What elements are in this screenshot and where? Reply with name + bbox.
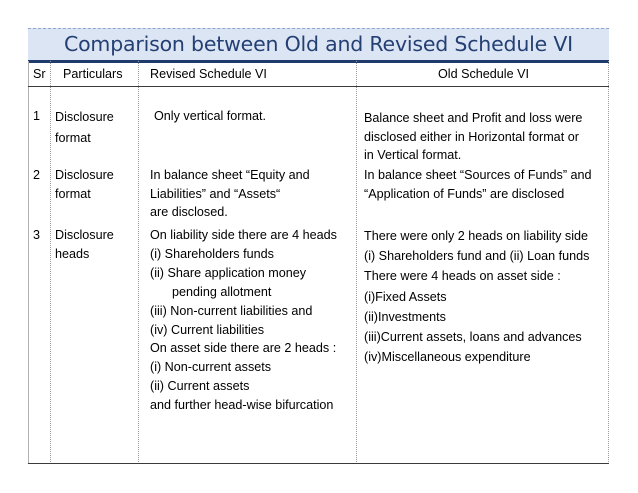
header-sr: Sr [33,67,46,81]
comparison-table [28,61,609,464]
row-3-revised-line: On liability side there are 4 heads [150,228,337,242]
row-1-particulars [55,107,114,149]
row-3-revised-line: pending allotment [172,284,272,299]
row-2-old-line: In balance sheet “Sources of Funds” and [364,168,592,182]
row-3-old [364,226,589,367]
row-2-particulars-line: Disclosure [55,168,114,182]
table-border-left [28,61,29,464]
row-1-sr: 1 [33,109,41,123]
row-3-revised-line: (ii) Current assets [150,379,250,394]
row-3-old-line: (ii)Investments [364,309,446,324]
row-1-old-line: disclosed either in Horizontal format or [364,129,579,144]
row-3-particulars-line: Disclosure [55,228,114,242]
row-3-particulars-line: heads [55,246,90,261]
row-2-old-line: “Application of Funds” are disclosed [364,186,565,201]
row-2-particulars-line: format [55,186,91,201]
column-divider-sr [50,61,51,464]
row-3-revised-line: (iii) Non-current liabilities and [150,303,313,318]
row-2-sr: 2 [33,168,41,182]
row-1-old [364,109,582,165]
row-3-old-line: There were 4 heads on asset side : [364,269,561,284]
row-3-revised-line: (iv) Current liabilities [150,322,265,337]
header-separator [28,86,609,87]
slide-title: Comparison between Old and Revised Schedule VI [63,32,574,56]
header-particulars: Particulars [63,67,123,81]
row-3-old-line: (i)Fixed Assets [364,289,447,304]
header-revised: Revised Schedule VI [150,67,267,81]
row-3-particulars [55,226,114,263]
row-3-revised-line: On asset side there are 2 heads : [150,341,337,356]
row-3-old-line: (iv)Miscellaneous expenditure [364,350,531,365]
table-border-right [608,61,609,464]
column-divider-revised [356,61,357,464]
row-2-old [364,166,592,203]
row-3-old-line: (i) Shareholders fund and (ii) Loan funds [364,249,590,264]
row-1-old-line: Balance sheet and Profit and loss were [364,111,583,125]
row-2-revised-line: Liabilities” and “Assets“ [150,186,281,201]
title-bar [28,28,609,60]
table-bottom-border [28,463,609,464]
row-2-particulars [55,166,114,203]
row-3-old-line: There were only 2 heads on liability side [364,229,589,243]
row-1-particulars-line: Disclosure [55,110,114,124]
row-3-revised [150,226,337,415]
row-3-sr: 3 [33,228,41,242]
row-2-revised-line: In balance sheet “Equity and [150,168,310,182]
row-3-revised-line: (i) Shareholders funds [150,246,274,261]
row-1-old-line: in Vertical format. [364,148,462,162]
row-3-revised-line: (i) Non-current assets [150,360,272,375]
row-1-particulars-line: format [55,131,91,145]
row-1-revised [154,107,266,126]
header-old: Old Schedule VI [438,67,530,81]
row-3-revised-line: (ii) Share application money [150,265,307,280]
column-divider-particulars [138,61,139,464]
row-2-revised-line: are disclosed. [150,205,228,219]
row-3-revised-line: and further head-wise bifurcation [150,398,334,413]
row-1-revised-line: Only vertical format. [154,109,266,123]
row-3-old-line: (iii)Current assets, loans and advances [364,330,582,345]
row-2-revised [150,166,310,222]
